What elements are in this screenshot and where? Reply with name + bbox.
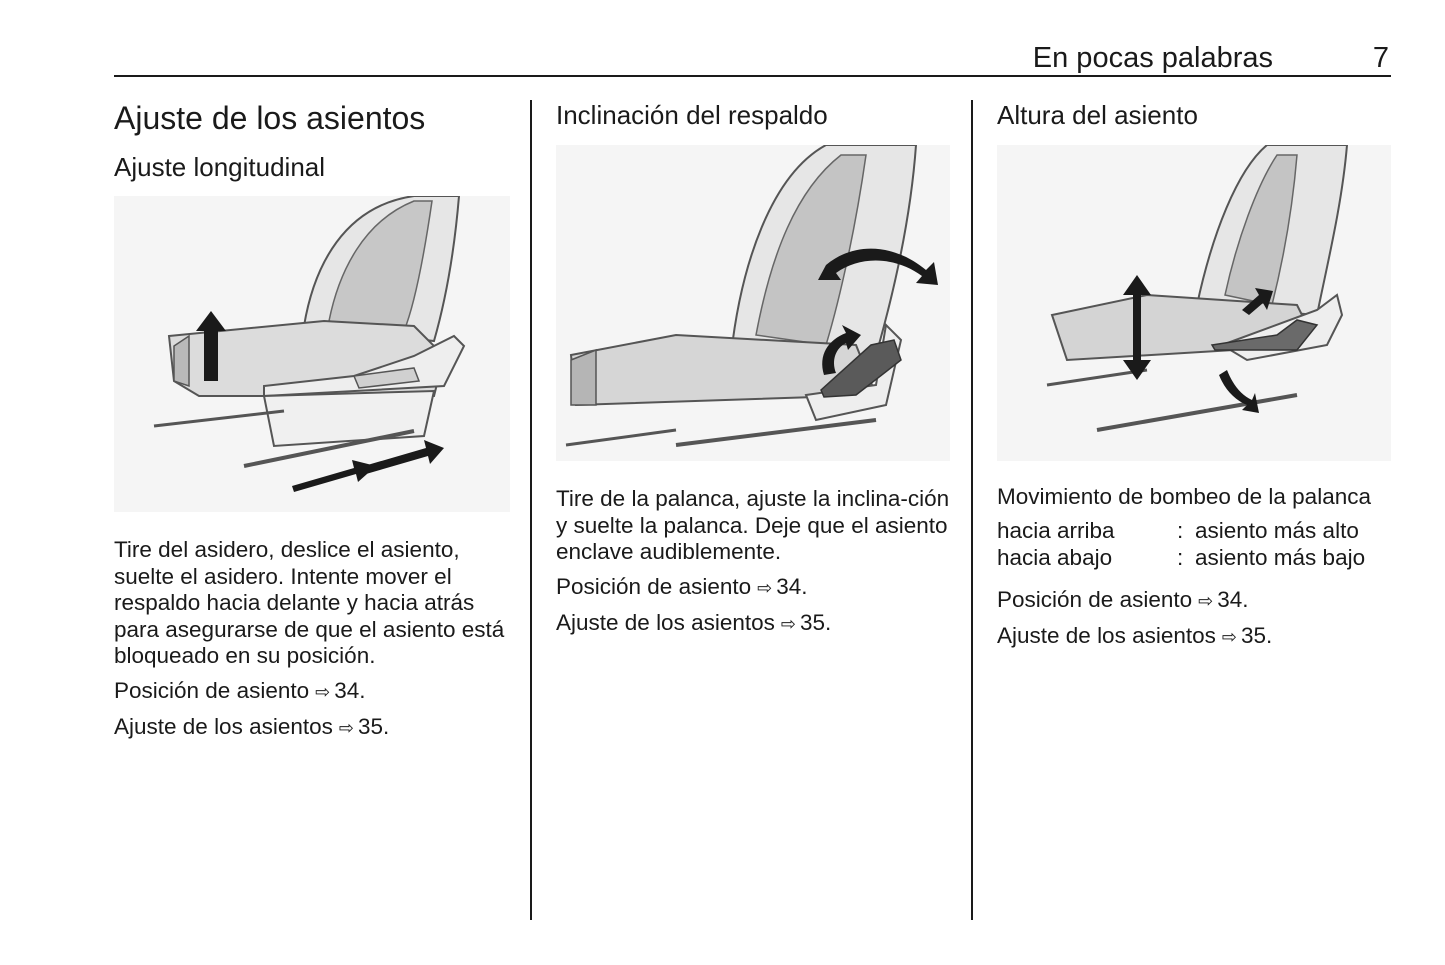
reference-arrow-icon: ⇨	[1198, 590, 1214, 611]
seat-height-figure	[997, 145, 1391, 461]
backrest-recline-figure	[556, 145, 950, 461]
section-heading: Ajuste de los asientos	[114, 100, 426, 136]
ref-label: Ajuste de los asientos	[997, 623, 1216, 648]
ref-label: Ajuste de los asientos	[556, 610, 775, 635]
ref-page: 35.	[799, 610, 832, 635]
column-longitudinal	[114, 98, 514, 742]
ref-page: 35.	[357, 714, 390, 739]
cross-reference	[114, 714, 514, 742]
ref-page: 34.	[334, 677, 366, 703]
reference-arrow-icon: ⇨	[315, 681, 331, 702]
definition-term: hacia abajo	[997, 544, 1113, 570]
reference-arrow-icon: ⇨	[1221, 627, 1237, 647]
subheading: Inclinación del respaldo	[556, 100, 828, 130]
subheading: Ajuste longitudinal	[114, 152, 326, 182]
ref-label: Posición de asiento	[997, 586, 1193, 612]
subheading: Altura del asiento	[997, 100, 1198, 130]
definition-term: hacia arriba	[997, 517, 1115, 543]
reference-arrow-icon: ⇨	[338, 718, 354, 738]
ref-label: Posición de asiento	[556, 573, 752, 599]
column-seat-height	[997, 98, 1397, 651]
ref-label: Ajuste de los asientos	[114, 714, 333, 739]
body-text: Tire de la palanca, ajuste la inclina-ción y suelte la palanca. Deje que el asiento enclave audiblemente.	[556, 486, 950, 564]
intro-text: Movimiento de bombeo de la palanca	[997, 484, 1371, 509]
cross-reference	[997, 623, 1397, 651]
column-backrest	[556, 98, 956, 638]
ref-label: Posición de asiento	[114, 677, 310, 703]
cross-reference	[114, 678, 514, 706]
definition-separator: :	[1177, 517, 1184, 543]
cross-reference	[997, 587, 1397, 615]
ref-page: 34.	[1217, 586, 1249, 612]
seat-longitudinal-illustration	[114, 196, 510, 512]
cross-reference	[556, 574, 956, 602]
column-divider	[530, 100, 532, 920]
definition-row	[997, 517, 1397, 544]
cross-reference	[556, 610, 956, 638]
column-divider	[971, 100, 973, 920]
ref-page: 34.	[776, 573, 808, 599]
ref-page: 35.	[1240, 623, 1273, 648]
definition-value: asiento más bajo	[1195, 544, 1366, 570]
reference-arrow-icon: ⇨	[780, 614, 796, 634]
definition-separator: :	[1177, 544, 1184, 570]
body-text: Tire del asidero, deslice el asiento, suelte el asidero. Intente mover el respaldo hacia delante y hacia atrás para asegurarse de que el asiento está bloqueado en su posición.	[114, 537, 505, 668]
definition-value: asiento más alto	[1195, 517, 1359, 543]
definition-row	[997, 544, 1397, 571]
page-number: 7	[1372, 42, 1389, 74]
definition-list	[997, 517, 1397, 571]
running-header-title: En pocas palabras	[1032, 42, 1273, 74]
header-rule	[114, 75, 1391, 77]
reference-arrow-icon: ⇨	[757, 577, 773, 598]
